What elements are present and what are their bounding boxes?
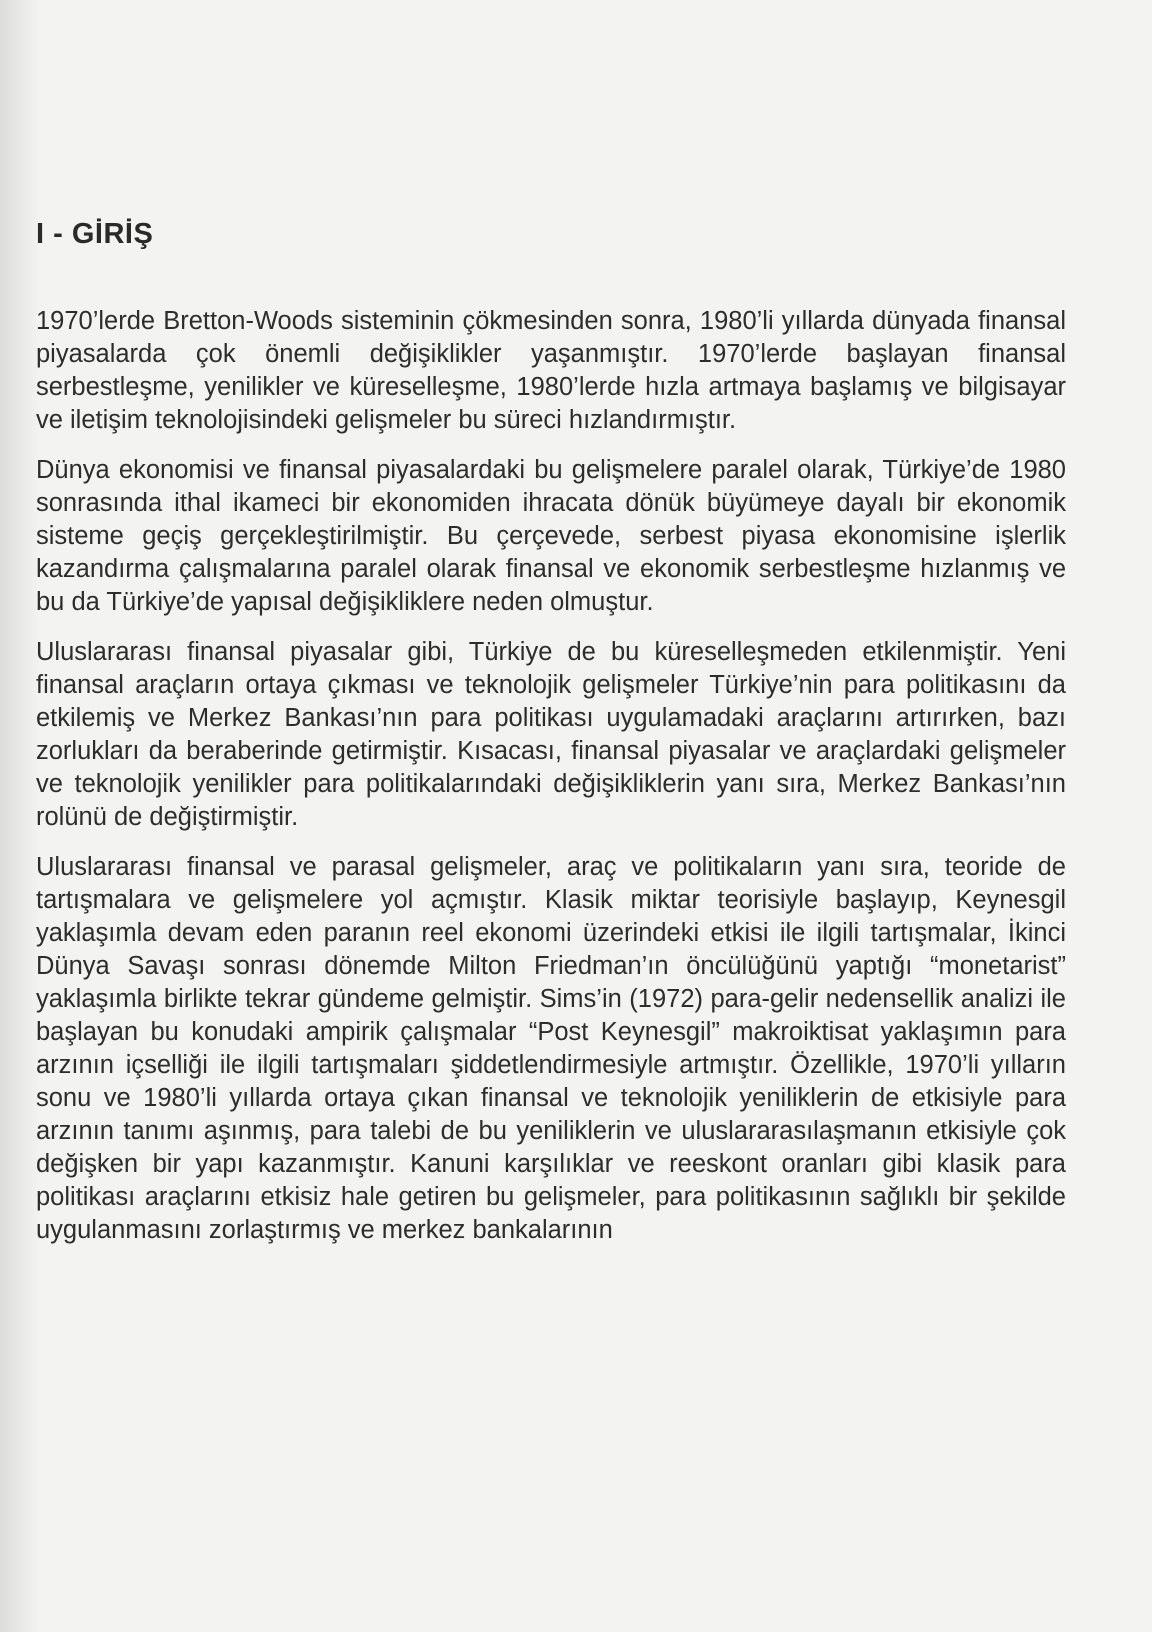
paragraph-3: Uluslararası finansal piyasalar gibi, Türkiye de bu küreselleşmeden etkilenmiştir. Yeni finansal araçların ortaya çıkması ve teknolojik gelişmeler Türkiye’nin para politikasını da etkilemiş ve Merkez Bankası’nın para politikası uygulamadaki araçlarını artırırken, bazı zorlukları da beraberinde getirmiştir. Kısacası, finansal piyasalar ve araçlardaki gelişmeler ve teknolojik yenilikler para politikalarındaki değişikliklerin yanı sıra, Merkez Bankası’nın rolünü de değiştirmiştir. [36,638,1066,831]
paragraph-2: Dünya ekonomisi ve finansal piyasalardaki bu gelişmelere paralel olarak, Türkiye’de 1980 sonrasında ithal ikameci bir ekonomiden ihracata dönük büyümeye dayalı bir ekonomik sisteme geçiş gerçekleştirilmiştir. Bu çerçevede, serbest piyasa ekonomisine işlerlik kazandırma çalışmalarına paralel olarak finansal ve ekonomik serbestleşme hızlanmış ve bu da Türkiye’de yapısal değişikliklere neden olmuştur. [36,456,1066,616]
paragraph-1: 1970’lerde Bretton-Woods sisteminin çökmesinden sonra, 1980’li yıllarda dünyada finansal piyasalarda çok önemli değişiklikler yaşanmıştır. 1970’lerde başlayan finansal serbestleşme, yenilikler ve küreselleşme, 1980’lerde hızla artmaya başlamış ve bilgisayar ve iletişim teknolojisindeki gelişmeler bu süreci hızlandırmıştır. [36,307,1066,434]
paragraph-4: Uluslararası finansal ve parasal gelişmeler, araç ve politikaların yanı sıra, teoride de tartışmalara ve gelişmelere yol açmıştır. Klasik miktar teorisiyle başlayıp, Keynesgil yaklaşımla devam eden paranın reel ekonomi üzerindeki etkisi ile ilgili tartışmalar, İkinci Dünya Savaşı sonrası dönemde Milton Friedman’ın öncülüğünü yaptığı “monetarist” yaklaşımla birlikte tekrar gündeme gelmiştir. Sims’in (1972) para-gelir nedensellik analizi ile başlayan bu konudaki ampirik çalışmalar “Post Keynesgil” makroiktisat yaklaşımın para arzının içselliği ile ilgili tartışmaları şiddetlendirmesiyle artmıştır. Özellikle, 1970’li yılların sonu ve 1980’li yıllarda ortaya çıkan finansal ve teknolojik yeniliklerin de etkisiyle para arzının tanımı aşınmış, para talebi de bu yeniliklerin ve uluslararasılaşmanın etkisiyle çok değişken bir yapı kazanmıştır. Kanuni karşılıklar ve reeskont oranları gibi klasik para politikası araçlarını etkisiz hale getiren bu gelişmeler, para politikasının sağlıklı bir şekilde uygulanmasını zorlaştırmış ve merkez bankalarının [36,853,1066,1244]
document-page [36,0,1066,1632]
section-heading: I - GİRİŞ [36,218,154,250]
body-text [36,305,1066,1264]
page-binding-shadow [0,0,40,1632]
